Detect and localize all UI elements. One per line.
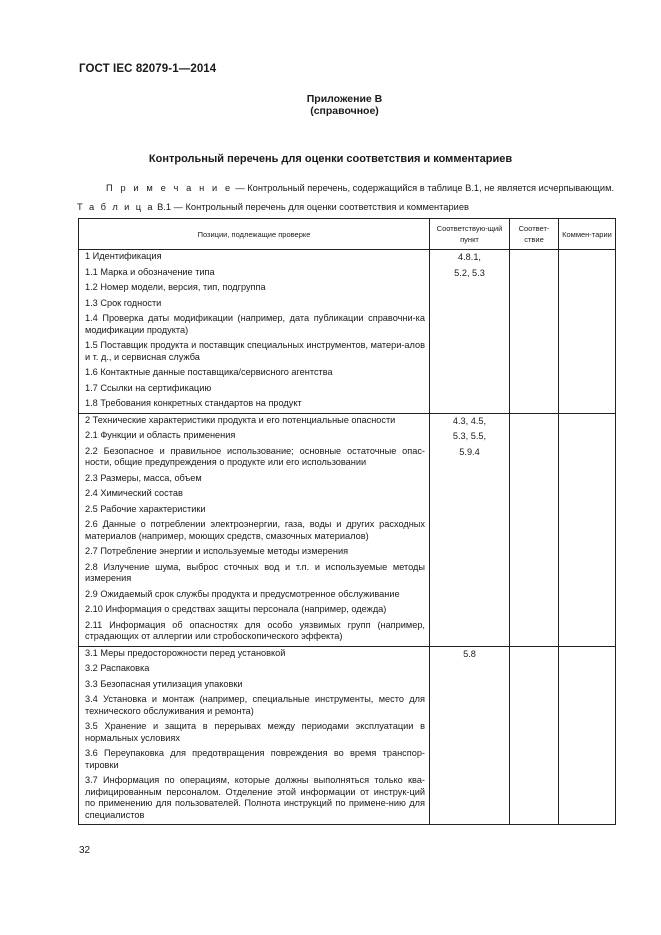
list-item: 1.4 Проверка даты модификации (например, дата публикации справочни-ка модификации продукта) bbox=[85, 313, 425, 335]
table-caption bbox=[77, 202, 469, 212]
list-item: 3.6 Переупаковка для предотвращения повреждения во время транспор-тировки bbox=[85, 748, 425, 770]
clause-ref: 5.9.4 bbox=[459, 446, 480, 457]
list-item: 1.2 Номер модели, версия, тип, подгруппа bbox=[85, 282, 266, 292]
items-cell bbox=[79, 413, 430, 646]
column-header-clause: Соответствую-щий пункт bbox=[430, 219, 510, 250]
conformity-cell bbox=[510, 646, 559, 825]
clause-ref: 5.3, 5.5, bbox=[452, 431, 487, 441]
list-item: 1.6 Контактные данные поставщика/сервисного агентства bbox=[85, 367, 333, 377]
items-cell bbox=[79, 250, 430, 414]
clause-cell bbox=[430, 250, 510, 414]
document-code: ГОСТ IEC 82079-1—2014 bbox=[79, 63, 217, 75]
list-item: 1.7 Ссылки на сертификацию bbox=[85, 382, 212, 393]
list-item: 2.5 Рабочие характеристики bbox=[85, 503, 206, 514]
section-title: Контрольный перечень для оценки соответствия и комментариев bbox=[148, 153, 513, 165]
column-header-comments: Коммен-тарии bbox=[559, 219, 616, 250]
items-cell bbox=[79, 646, 430, 825]
note-text: — Контрольный перечень, содержащийся в таблице В.1, не является исчерпывающим. bbox=[232, 183, 615, 193]
list-item: 1.5 Поставщик продукта и поставщик специальных инструментов, матери-алов и т. д., и сервисная служба bbox=[85, 340, 425, 362]
list-item: 2.1 Функции и область применения bbox=[85, 430, 236, 440]
list-item: 2 Технические характеристики продукта и его потенциальные опасности bbox=[85, 414, 396, 425]
clause-ref: 4.3, 4.5, bbox=[452, 415, 487, 426]
list-item: 2.4 Химический состав bbox=[85, 488, 183, 498]
page-number: 32 bbox=[79, 845, 91, 856]
note-label: П р и м е ч а н и е bbox=[106, 183, 233, 193]
list-item: 1.3 Срок годности bbox=[85, 297, 162, 308]
conformity-cell bbox=[510, 250, 559, 414]
clause-ref: 5.8 bbox=[463, 648, 476, 659]
list-item: 2.7 Потребление энергии и используемые методы измерения bbox=[85, 546, 349, 556]
list-item: 3.7 Информация по операциям, которые должны выполняться только ква-лифицированным персоналом. Отделение этой информации от инструк-ций по применению для пользователей. Полнота инструкций по примене-нию для специалистов bbox=[85, 775, 425, 820]
note bbox=[106, 183, 614, 193]
list-item: 1 Идентификация bbox=[85, 251, 162, 261]
clause-cell bbox=[430, 646, 510, 825]
list-item: 2.8 Излучение шума, выброс сточных вод и т.п. и используемые методы измерения bbox=[85, 561, 425, 583]
table-row bbox=[79, 413, 616, 646]
list-item: 2.6 Данные о потреблении электроэнергии, газа, воды и других расходных материалов (например, моющих средств, смазочных материалов) bbox=[85, 519, 425, 541]
clause-ref: 5.2, 5.3 bbox=[454, 267, 485, 278]
list-item: 1.8 Требования конкретных стандартов на продукт bbox=[85, 398, 302, 408]
comments-cell bbox=[559, 646, 616, 825]
list-item: 3.5 Хранение и защита в перерывах между периодами эксплуатации в нормальных условиях bbox=[85, 721, 425, 743]
list-item: 2.2 Безопасное и правильное использование; основные остаточные опас-ности, общие предупреждения о продукте или его использовании bbox=[85, 445, 425, 467]
table-header-row bbox=[79, 219, 616, 250]
annex-subtitle: (справочное) bbox=[310, 105, 379, 117]
comments-cell bbox=[559, 413, 616, 646]
list-item: 3.1 Меры предосторожности перед установкой bbox=[85, 647, 286, 658]
list-item: 3.3 Безопасная утилизация упаковки bbox=[85, 678, 243, 689]
checklist-table bbox=[78, 218, 616, 825]
table-caption-label: Т а б л и ц а bbox=[77, 202, 155, 212]
list-item: 3.2 Распаковка bbox=[85, 663, 150, 673]
list-item: 2.9 Ожидаемый срок службы продукта и предусмотренное обслуживание bbox=[85, 588, 400, 599]
list-item: 3.4 Установка и монтаж (например, специальные инструменты, место для технического обслуживания и ремонта) bbox=[85, 694, 425, 716]
list-item: 2.3 Размеры, масса, объем bbox=[85, 472, 202, 483]
list-item: 1.1 Марка и обозначение типа bbox=[85, 266, 215, 277]
table-caption-text: В.1 — Контрольный перечень для оценки соответствия и комментариев bbox=[154, 202, 469, 212]
table-row bbox=[79, 250, 616, 414]
column-header-items: Позиции, подлежащие проверке bbox=[79, 219, 430, 250]
clause-cell bbox=[430, 413, 510, 646]
list-item: 2.11 Информация об опасностях для особо уязвимых групп (например, страдающих от аллергии или стробоскопического эффекта) bbox=[85, 619, 425, 641]
clause-ref: 4.8.1, bbox=[458, 252, 481, 262]
annex-title: Приложение В bbox=[306, 93, 383, 105]
comments-cell bbox=[559, 250, 616, 414]
table-row bbox=[79, 646, 616, 825]
list-item: 2.10 Информация о средствах защиты персонала (например, одежда) bbox=[85, 604, 387, 614]
column-header-conformity: Соответ-ствие bbox=[510, 219, 559, 250]
conformity-cell bbox=[510, 413, 559, 646]
